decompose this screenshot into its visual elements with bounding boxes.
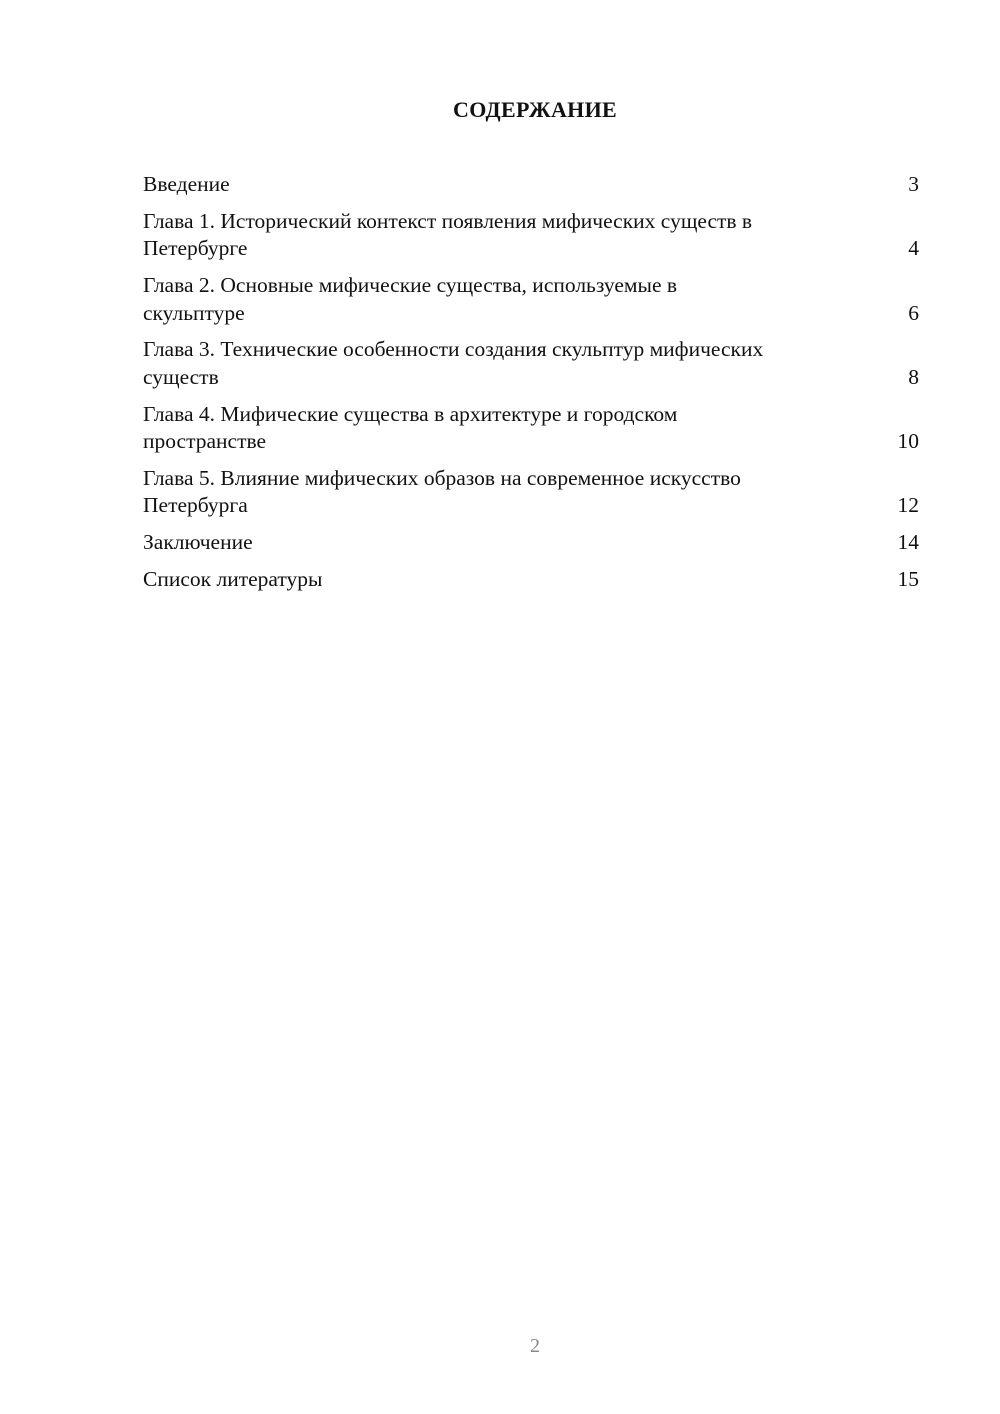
toc-entry-page: 6 — [908, 300, 919, 325]
toc-entry-page: 12 — [897, 493, 919, 518]
toc-entry-page: 8 — [908, 364, 919, 389]
toc-entry-chapter-1 — [143, 208, 919, 263]
table-of-contents — [143, 171, 919, 603]
toc-title: СОДЕРЖАНИЕ — [453, 97, 617, 122]
toc-entry-conclusion — [143, 529, 919, 557]
toc-entry-chapter-2 — [143, 272, 919, 327]
toc-entry-page: 3 — [908, 172, 919, 196]
toc-entry-chapter-5 — [143, 465, 919, 520]
toc-entry-page: 15 — [897, 567, 919, 592]
toc-entry-page: 4 — [908, 236, 919, 261]
toc-entry-bibliography — [143, 566, 919, 594]
toc-entry-page: 14 — [897, 530, 919, 555]
toc-entry-text: Глава 3. Технические особенности создания скульптур мифических существ — [143, 337, 764, 389]
toc-entry-chapter-4 — [143, 401, 919, 456]
toc-entry-page: 10 — [897, 429, 919, 454]
toc-entry-text: Глава 2. Основные мифические существа, используемые в скульптуре — [143, 273, 678, 325]
toc-entry-text: Глава 5. Влияние мифических образов на современное искусство Петербурга — [143, 465, 741, 518]
toc-entry-introduction — [143, 171, 919, 199]
toc-entry-text: Глава 1. Исторический контекст появления мифических существ в Петербурге — [143, 208, 753, 261]
toc-entry-text: Введение — [143, 172, 230, 196]
toc-entry-chapter-3 — [143, 336, 919, 391]
page-number: 2 — [530, 1335, 540, 1357]
toc-entry-text: Глава 4. Мифические существа в архитектуре и городском пространстве — [143, 401, 678, 454]
toc-entry-text: Список литературы — [143, 567, 323, 592]
toc-entry-text: Заключение — [143, 530, 253, 555]
